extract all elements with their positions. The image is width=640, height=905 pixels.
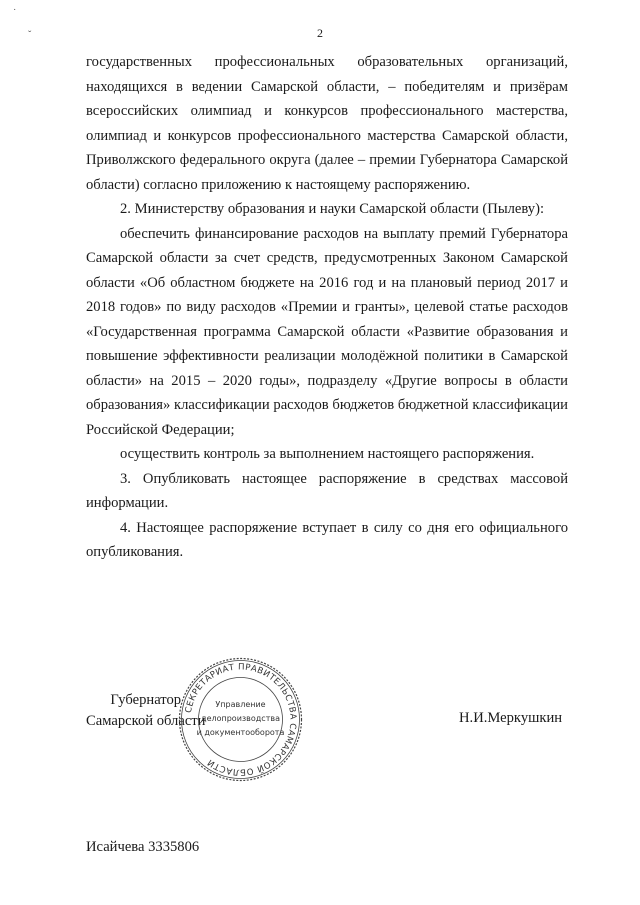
paragraph-control: осуществить контроль за выполнением настоящего распоряжения.	[120, 446, 535, 462]
executor-contact: Исайчева 3335806	[86, 839, 200, 855]
scan-mark: ˇ	[28, 30, 32, 41]
document-body	[86, 50, 568, 565]
paragraph-item-4: 4. Настоящее распоряжение вступает в силу со дня его официального опубликования.	[86, 519, 568, 560]
stamp-ring-text: СЕКРЕТАРИАТ ПРАВИТЕЛЬСТВА САМАРСКОЙ ОБЛАСТИ	[183, 662, 298, 777]
page-number: 2	[317, 26, 323, 40]
stamp-line2: делопроизводства	[201, 714, 280, 723]
signatory-name: Н.И.Меркушкин	[459, 710, 563, 726]
paragraph-financing: обеспечить финансирование расходов на выплату премий Губернатора Самарской области за счет средств, предусмотренных Законом Самарской области «Об областном бюджете на 2016 год и на плановый период 2017 и 2018 годов» по виду расходов «Премии и гранты», целевой статье расходов «Государственная программа Самарской области «Развитие образования и повышение эффективности реализации молодёжной политики в Самарской области» на 2015 – 2020 годы», подразделу «Другие вопросы в области образования» классификации расходов бюджетов бюджетной классификации Российской Федерации;	[86, 225, 568, 438]
stamp-line3: и документооборота	[196, 728, 285, 737]
scan-mark: ˙	[13, 8, 17, 19]
stamp-line1: Управление	[215, 700, 266, 709]
signatory-title-line1: Губернатор	[110, 692, 182, 708]
official-stamp	[178, 657, 303, 782]
paragraph-continuation: государственных профессиональных образовательных организаций, находящихся в ведении Самарской области, – победителям и призёрам всероссийских олимпиад и конкурсов профессионального мастерства, олимпиад и конкурсов профессионального мастерства Самарской области, Приволжского федерального округа (далее – премии Губернатора Самарской области) согласно приложению к настоящему распоряжению.	[86, 54, 568, 193]
paragraph-item-2: 2. Министерству образования и науки Самарской области (Пылеву):	[120, 201, 545, 217]
paragraph-item-3: 3. Опубликовать настоящее распоряжение в средствах массовой информации.	[86, 470, 568, 511]
signatory-title-line2: Самарской области	[86, 713, 206, 729]
